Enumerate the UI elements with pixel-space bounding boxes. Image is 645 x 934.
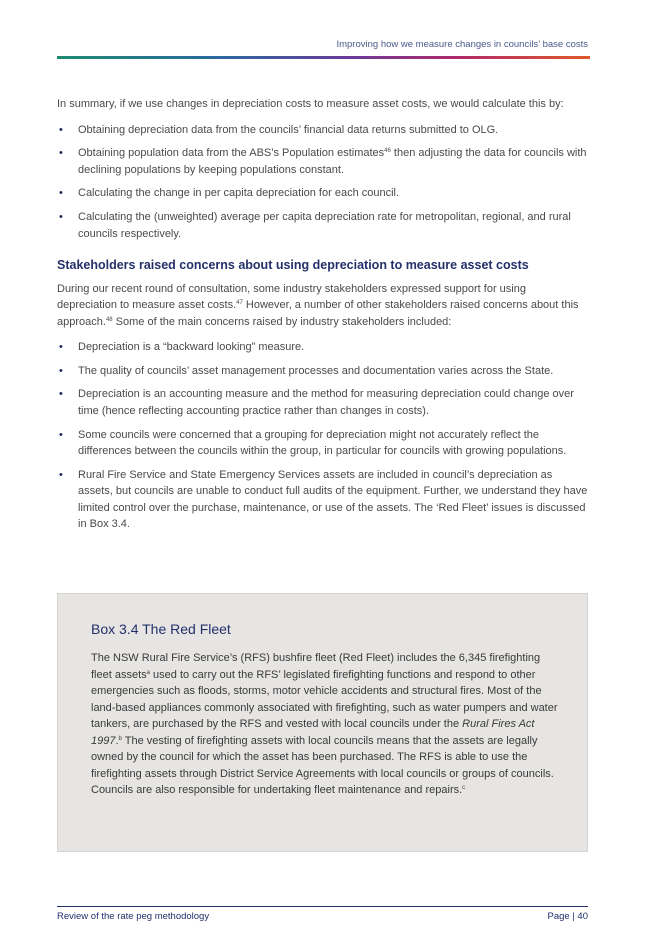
list-item: • Depreciation is a “backward looking” measure. xyxy=(57,339,588,356)
list-item: • Calculating the change in per capita depreciation for each council. xyxy=(57,185,588,202)
box-body: The NSW Rural Fire Service’s (RFS) bushfire fleet (Red Fleet) includes the 6,345 firefighting fleet assets$^a$ used to carry out the RFS’ legislated firefighting functions and respond to other emergencies such as floods, storms, motor vehicle accidents and structural fires. Most of the land-based appliances commonly associated with firefighting, such as water pumpers and water tankers, are purchased by the RFS and vested with local councils under the Rural Fires Act 1997.$^b$ The vesting of firefighting assets with local councils means that the assets are legally owned by the council for which the asset has been purchased. The RFS is able to use the firefighting assets through District Service Agreements with local councils or groups of councils. Councils are also responsible for undertaking fleet maintenance and repairs.$^c$ xyxy=(91,652,558,796)
main-content xyxy=(57,96,588,540)
list-item: • Depreciation is an accounting measure and the method for measuring depreciation could change over time (hence reflecting accounting practice rather than changes in costs). xyxy=(59,388,574,417)
footnote-ref[interactable]: 48 xyxy=(105,316,113,323)
footnote-ref[interactable]: a xyxy=(146,669,150,676)
list-item: • Some councils were concerned that a grouping for depreciation might not accurately reflect the differences between the councils within the group, in particular for councils with growing populations. xyxy=(59,428,567,458)
bullet-icon: • xyxy=(59,187,63,200)
footer-document-title: Review of the rate peg methodology xyxy=(57,911,210,922)
steps-list xyxy=(57,122,588,243)
bullet-icon: • xyxy=(59,123,63,136)
concerns-list xyxy=(57,339,588,533)
footer-rule xyxy=(57,906,588,907)
running-header: Improving how we measure changes in councils’ base costs xyxy=(336,39,588,50)
list-item: • Calculating the (unweighted) average per capita depreciation rate for metropolitan, regional, and rural councils respectively. xyxy=(59,211,571,240)
intro-paragraph: In summary, if we use changes in depreciation costs to measure asset costs, we would calculate this by: xyxy=(57,98,564,110)
section-heading: Stakeholders raised concerns about using depreciation to measure asset costs xyxy=(57,258,529,273)
red-fleet-box xyxy=(57,593,588,852)
bullet-icon: • xyxy=(59,388,63,401)
consultation-paragraph: During our recent round of consultation, some industry stakeholders expressed support for using depreciation to measure asset costs.$^{47}$ However, a number of other stakeholders raised concerns about this approach.$^{48}$ Some of the main concerns raised by industry stakeholders included: xyxy=(57,282,579,328)
bullet-icon: • xyxy=(59,468,63,481)
list-item: • Obtaining population data from the ABS’s Population estimates$^{46}$ then adjusting the data for councils with declining populations by keeping populations constant. xyxy=(59,147,587,176)
footnote-ref[interactable]: b xyxy=(118,735,122,742)
act-title: Rural Fires Act 1997 xyxy=(91,718,535,747)
footnote-ref[interactable]: 46 xyxy=(384,148,391,155)
bullet-icon: • xyxy=(59,428,63,441)
bullet-icon: • xyxy=(59,341,63,354)
header-gradient-rule xyxy=(57,56,590,59)
list-item: • Obtaining depreciation data from the councils’ financial data returns submitted to OLG. xyxy=(57,122,588,139)
box-title: Box 3.4 The Red Fleet xyxy=(91,621,231,637)
footnote-ref[interactable]: 47 xyxy=(236,300,243,307)
bullet-icon: • xyxy=(59,211,63,224)
bullet-icon: • xyxy=(59,147,63,160)
bullet-icon: • xyxy=(59,364,63,377)
list-item: • The quality of councils’ asset management processes and documentation varies across the State. xyxy=(57,363,588,380)
footnote-ref[interactable]: c xyxy=(462,785,466,791)
page-number: Page | 40 xyxy=(547,911,588,922)
list-item: • Rural Fire Service and State Emergency Services assets are included in council’s depreciation as assets, but councils are unable to conduct full audits of the equipment. Further, we understand they have limited control over the purchase, maintenance, or use of the assets. The ‘Red Fleet’ issues is discussed in Box 3.4. xyxy=(59,468,588,531)
